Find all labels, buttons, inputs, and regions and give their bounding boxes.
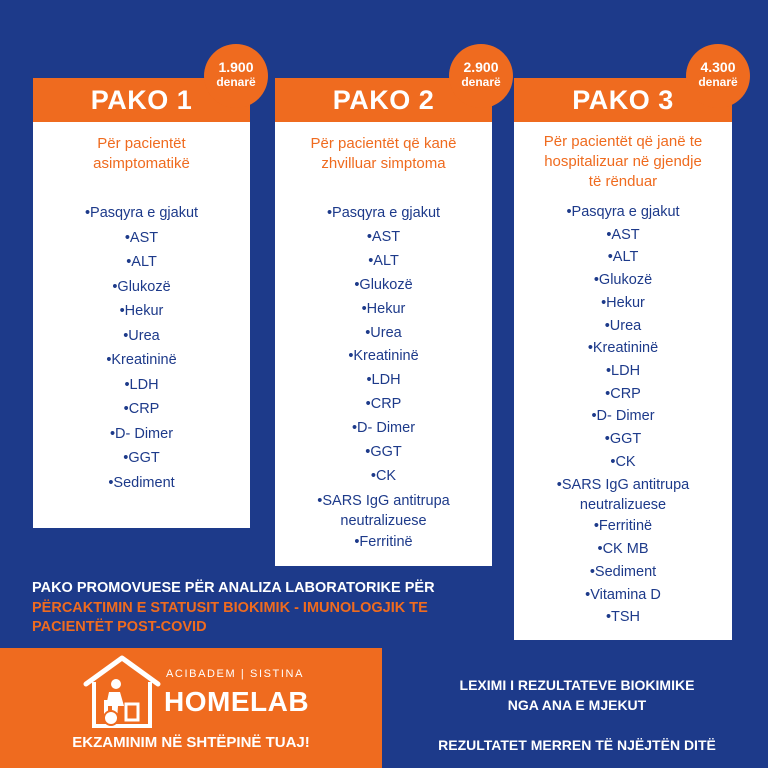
list-item: •Urea [123,327,160,344]
list-item: •GGT [365,444,402,461]
list-item: •ALT [607,249,639,266]
list-item: •Ferritinë [354,533,413,550]
info-panel [386,648,768,768]
package-card-2 [275,78,492,566]
package-title: PAKO 1 [33,78,250,122]
list-item: •Ferritinë [593,518,653,535]
list-item: •CRP [605,385,641,402]
package-items [33,201,250,495]
package-subtitle: Për pacientët që janë te hospitalizuar në gjendje të rënduar [543,133,703,190]
list-item: •Sediment [108,474,175,491]
package-items [275,202,492,555]
list-item: •Hekur [361,300,406,317]
list-item: •Kreatininë [106,352,177,368]
info-line: LEXIMI I REZULTATEVE BIOKIMIKE [459,677,695,693]
list-item: •Urea [604,317,642,334]
package-subtitle: Për pacientët që kanë zhvilluar simptoma [310,135,457,172]
list-item: •GGT [604,431,642,448]
package-card-3 [514,78,732,640]
list-item: •Vitamina D [585,586,661,603]
list-item: •CRP [365,396,402,413]
house-icon [82,654,162,732]
package-items [514,201,732,629]
package-subtitle: Për pacientët asimptomatikë [93,135,190,172]
list-item: •AST [606,226,640,243]
list-item: •TSH [605,609,641,626]
brand-slogan: EKZAMINIM NË SHTËPINË TUAJ! [72,734,310,751]
list-item: •LDH [366,372,401,389]
list-item: •CK [610,453,636,470]
package-card-1 [33,78,250,528]
price-badge-2: 2.900 denarë [449,44,513,108]
list-item: •Hekur [119,303,164,319]
list-item: •ALT [368,252,399,269]
list-item: •Pasqyra e gjakut [84,205,199,221]
list-item: •CK MB [597,541,649,558]
homelab-banner [0,648,382,768]
promo-text [32,579,502,638]
package-title: PAKO 3 [514,78,732,122]
list-item: •Glukozë [112,278,171,295]
list-item: •LDH [605,362,641,379]
list-item: •Pasqyra e gjakut [326,205,441,221]
list-item: •AST [366,228,401,245]
info-line: NGA ANA E MJEKUT [507,697,647,713]
price-badge-3: 4.300 denarë [686,44,750,108]
list-item: •Glukozë [354,276,413,293]
list-item: neutralizuese [579,497,667,514]
promo-highlight: PËRCAKTIMIN E STATUSIT BIOKIMIK - IMUNOLOGJIK TE PACIENTËT POST-COVID [32,599,428,635]
list-item: •AST [124,229,159,246]
price-badge-1: 1.900 denarë [204,44,268,108]
list-item: •Urea [365,324,402,341]
list-item: •Kreatininë [348,348,419,365]
brand-subtitle: ACIBADEM | SISTINA [166,668,305,680]
list-item: •ALT [126,254,157,270]
brand-name: HOMELAB [164,686,310,717]
list-item: •CK [370,467,397,484]
list-item: •Kreatininë [587,340,659,357]
promo-heading: PAKO PROMOVUESE PËR ANALIZA LABORATORIKE PËR [32,580,435,596]
list-item: •D- Dimer [351,420,416,437]
list-item: •SARS IgG antitrupa [556,477,690,494]
list-item: •LDH [124,376,159,393]
list-item: •SARS IgG antitrupa [317,492,450,509]
list-item: •Hekur [601,294,645,311]
list-item: •D- Dimer [109,425,174,442]
list-item: •CRP [123,401,160,417]
info-line: REZULTATET MERREN TË NJËJTËN DITË [438,737,716,753]
list-item: •Glukozë [593,272,653,289]
list-item: neutralizuese [340,512,427,529]
list-item: •D- Dimer [591,408,655,425]
list-item: •GGT [123,450,160,466]
package-title: PAKO 2 [275,78,492,122]
list-item: •Pasqyra e gjakut [566,204,680,220]
list-item: •Sediment [589,563,657,580]
